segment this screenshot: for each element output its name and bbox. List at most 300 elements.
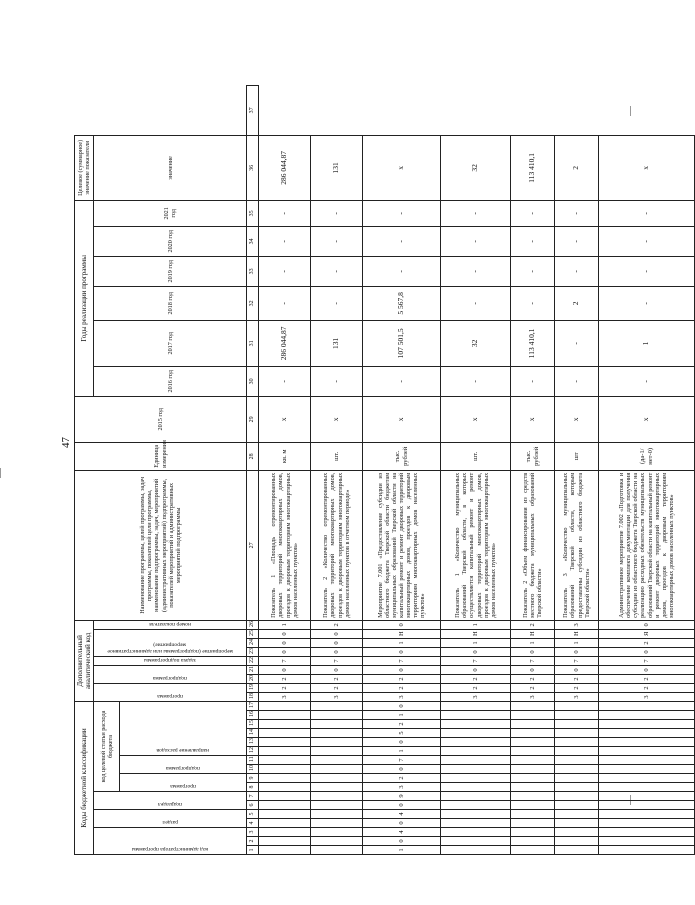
code-cell: 2 — [311, 620, 363, 629]
year-2016-header: 2016 год — [94, 366, 247, 396]
year-2021-cell: - — [311, 200, 363, 226]
target-value-cell: 113 410,1 — [511, 135, 555, 200]
code-cell — [441, 774, 511, 783]
code-cell — [511, 747, 555, 756]
code-cell: 2 — [363, 674, 441, 683]
code-cell — [259, 711, 311, 720]
code-cell: 1 — [363, 711, 441, 720]
table-row — [441, 86, 511, 855]
code-cell — [441, 792, 511, 801]
code-cell — [555, 783, 599, 792]
year-2021-cell: - — [441, 200, 511, 226]
code-cell: 0 — [511, 665, 555, 674]
table-row — [259, 86, 311, 855]
code-cell — [555, 747, 599, 756]
code-cell: 0 — [599, 665, 695, 674]
column-index-cell: 32 — [247, 286, 259, 320]
code-cell: 0 — [555, 647, 599, 656]
column-index-cell: 26 — [247, 620, 259, 629]
program-header: программа — [157, 692, 183, 699]
code-cell — [259, 765, 311, 774]
code-cell — [555, 819, 599, 828]
code-cell: 2 — [599, 683, 695, 692]
column-index-cell: 10 — [247, 765, 259, 774]
code-cell — [599, 711, 695, 720]
code-cell: 7 — [311, 656, 363, 665]
unit-cell: тыс. рублей — [363, 442, 441, 470]
code-cell — [599, 783, 695, 792]
target-value-cell: 32 — [441, 135, 511, 200]
year-2017-cell: 1 — [599, 320, 695, 366]
code-cell — [259, 756, 311, 765]
year-2020-header: 2020 год — [94, 226, 247, 256]
column-index-cell: 18 — [247, 692, 259, 701]
code-cell — [441, 819, 511, 828]
code-cell — [555, 792, 599, 801]
code-cell — [259, 828, 311, 837]
code-cell — [311, 711, 363, 720]
code-cell: 2 — [599, 638, 695, 647]
code-cell: 1 — [259, 620, 311, 629]
column-index-cell: 27 — [247, 470, 259, 620]
code-cell — [555, 846, 599, 855]
year-2020-cell: - — [599, 226, 695, 256]
code-cell: 0 — [363, 765, 441, 774]
column-index-cell: 31 — [247, 320, 259, 366]
code-cell: Я — [599, 629, 695, 638]
code-cell: 2 — [555, 683, 599, 692]
code-cell — [259, 701, 311, 710]
target-value-cell: 2 — [555, 135, 599, 200]
code-cell — [311, 738, 363, 747]
section-header: раздел — [162, 819, 178, 825]
column-index-cell: 11 — [247, 756, 259, 765]
column-index-cell: 13 — [247, 738, 259, 747]
code-cell — [259, 819, 311, 828]
code-cell: 0 — [363, 620, 441, 629]
year-2017-cell: 32 — [441, 320, 511, 366]
indicator-number-header: номер показателя — [149, 620, 191, 627]
year-2015-cell: х — [555, 396, 599, 442]
year-2018-cell: - — [599, 286, 695, 320]
rotated-table-sheet — [74, 85, 675, 855]
code-cell: 2 — [441, 683, 511, 692]
code-cell — [511, 711, 555, 720]
unit-cell: тыс. рублей — [511, 442, 555, 470]
code-cell — [599, 828, 695, 837]
column-index-cell: 37 — [247, 86, 259, 136]
code-cell — [441, 711, 511, 720]
year-2015-cell: х — [599, 396, 695, 442]
code-cell: 2 — [555, 674, 599, 683]
year-2015-cell: х — [311, 396, 363, 442]
code-cell — [511, 801, 555, 810]
code-cell: 3 — [259, 692, 311, 701]
edge-mark — [0, 468, 1, 478]
code-cell — [311, 819, 363, 828]
column-index-cell: 30 — [247, 366, 259, 396]
code-cell — [311, 792, 363, 801]
code-cell: 1 — [511, 638, 555, 647]
table-row — [311, 86, 363, 855]
code-cell: 0 — [363, 647, 441, 656]
code-cell — [259, 738, 311, 747]
year-2017-cell: - — [555, 320, 599, 366]
code-cell: 3 — [363, 783, 441, 792]
code-cell — [599, 738, 695, 747]
unit-cell: шт. — [441, 442, 511, 470]
code-cell — [511, 837, 555, 846]
year-2016-cell: - — [511, 366, 555, 396]
code-cell: 2 — [511, 620, 555, 629]
code-cell: 2 — [511, 683, 555, 692]
value-header: значение — [94, 135, 247, 200]
code-cell: 0 — [363, 801, 441, 810]
year-2018-cell: - — [441, 286, 511, 320]
code-cell — [311, 828, 363, 837]
code-cell — [311, 701, 363, 710]
column-index-cell: 14 — [247, 729, 259, 738]
code-cell — [441, 828, 511, 837]
program-table — [74, 85, 695, 855]
code-cell: 1 — [441, 620, 511, 629]
code-cell — [599, 801, 695, 810]
code-cell — [511, 765, 555, 774]
year-2015-cell: х — [441, 396, 511, 442]
program-code-header: программа — [170, 783, 197, 789]
column-index-cell: 3 — [247, 828, 259, 837]
column-index-cell: 19 — [247, 683, 259, 692]
direction-header: направление расходов — [156, 747, 210, 753]
code-cell — [511, 819, 555, 828]
column-index-cell: 6 — [247, 801, 259, 810]
code-cell: 0 — [311, 647, 363, 656]
column-index-cell: 8 — [247, 783, 259, 792]
code-cell: 0 — [511, 647, 555, 656]
code-cell — [311, 801, 363, 810]
year-2021-cell: - — [555, 200, 599, 226]
code-cell: 0 — [599, 620, 695, 629]
code-cell: 0 — [259, 647, 311, 656]
code-cell — [441, 720, 511, 729]
year-2016-cell: - — [441, 366, 511, 396]
task-header: задача подпрограммы — [144, 656, 197, 663]
code-cell — [599, 819, 695, 828]
year-2018-header: 2018 год — [94, 286, 247, 320]
column-index-cell: 33 — [247, 256, 259, 286]
measure-header: мероприятие (подпрограммы или административное мероприятие) — [107, 641, 233, 654]
year-2021-cell: - — [259, 200, 311, 226]
unit-cell: кв. м — [259, 442, 311, 470]
code-cell: 0 — [441, 665, 511, 674]
code-cell — [441, 701, 511, 710]
year-2019-cell: - — [555, 256, 599, 286]
year-2021-cell: - — [599, 200, 695, 226]
code-cell — [441, 783, 511, 792]
code-cell — [555, 828, 599, 837]
code-cell: 3 — [555, 620, 599, 629]
target-value-cell: х — [363, 135, 441, 200]
name-cell: Мероприятие 7.001 «Предоставление субсидии из областного бюджета Тверской области бюджетам муниципальных образований Тверской области на капитальный ремонт и ремонт дворовых территорий многоквартирных домов, проездов к дворовым территориям многоквартирных домов населенных пунктов» — [363, 470, 441, 620]
code-cell — [259, 774, 311, 783]
code-cell — [259, 783, 311, 792]
column-index-cell: 4 — [247, 819, 259, 828]
code-cell: 2 — [363, 720, 441, 729]
code-cell: 0 — [259, 665, 311, 674]
year-2019-cell: - — [511, 256, 555, 286]
code-cell: 0 — [363, 738, 441, 747]
code-cell: 3 — [311, 692, 363, 701]
code-cell — [599, 729, 695, 738]
admin-code-header: код администратора программы — [132, 846, 209, 852]
code-cell — [441, 738, 511, 747]
code-cell — [511, 846, 555, 855]
year-2021-header: 2021 год — [94, 200, 247, 226]
unit-header: Единица измерения — [75, 442, 247, 470]
name-cell: Показатель 1 «Количество муниципальных образований Тверской области, в которых осуществляется капитальный ремонт и ремонт дворовых территорий многоквартирных домов, проездов к дворовым территориям многоквартирных домов населенных пунктов» — [441, 470, 511, 620]
target-value-cell: х — [599, 135, 695, 200]
code-cell — [311, 756, 363, 765]
code-cell: Н — [511, 629, 555, 638]
code-cell — [599, 810, 695, 819]
code-cell: 3 — [599, 692, 695, 701]
column-index-cell: 17 — [247, 701, 259, 710]
target-header: Целевое (суммарное) значение показателя — [75, 135, 94, 200]
code-cell — [511, 729, 555, 738]
year-2016-cell: - — [363, 366, 441, 396]
code-cell — [441, 846, 511, 855]
name-cell: Показатель 1 «Площадь отремонтированных дворовых территорий многоквартирных домов, проездов к дворовым территориям многоквартирных домов населенных пунктов» — [259, 470, 311, 620]
code-cell — [599, 846, 695, 855]
year-2019-header: 2019 год — [94, 256, 247, 286]
code-cell: 0 — [363, 701, 441, 710]
code-cell — [259, 720, 311, 729]
unit-cell: (да-1/нет-0) — [599, 442, 695, 470]
code-cell: 0 — [599, 647, 695, 656]
target-article-header: код целевой статьи расхода бюджета — [94, 701, 120, 791]
year-2018-cell: - — [511, 286, 555, 320]
code-cell: 4 — [363, 810, 441, 819]
code-cell: 7 — [259, 656, 311, 665]
name-cell: Показатель 3 «Количество муниципальных образований Тверской области, которым предоставлены субсидии из областного бюджета Тверской области» — [555, 470, 599, 620]
column-index-cell: 12 — [247, 747, 259, 756]
code-cell: 7 — [599, 656, 695, 665]
code-cell: 2 — [259, 674, 311, 683]
year-2018-cell: 2 — [555, 286, 599, 320]
code-cell — [555, 765, 599, 774]
column-index-cell: 20 — [247, 674, 259, 683]
code-cell: 1 — [441, 638, 511, 647]
code-cell — [555, 756, 599, 765]
code-cell — [599, 765, 695, 774]
code-cell: 0 — [259, 629, 311, 638]
year-2021-cell: - — [363, 200, 441, 226]
target-value-cell: 131 — [311, 135, 363, 200]
code-cell: 0 — [363, 665, 441, 674]
year-2015-header: 2015 год — [75, 396, 247, 442]
code-cell — [259, 810, 311, 819]
year-2015-cell: х — [363, 396, 441, 442]
code-cell — [555, 837, 599, 846]
code-cell — [441, 810, 511, 819]
code-cell — [555, 729, 599, 738]
year-2019-cell: - — [259, 256, 311, 286]
code-cell — [511, 720, 555, 729]
code-cell: 7 — [555, 656, 599, 665]
code-cell — [311, 774, 363, 783]
code-cell — [511, 783, 555, 792]
code-cell — [555, 701, 599, 710]
code-cell — [311, 846, 363, 855]
code-cell — [259, 801, 311, 810]
code-cell: 2 — [311, 674, 363, 683]
code-cell — [441, 837, 511, 846]
year-2015-cell: х — [511, 396, 555, 442]
code-cell: 3 — [441, 692, 511, 701]
name-cell: Показатель 2 «Объем финансирования из средств местного бюджета муниципальных образований Тверской области» — [511, 470, 555, 620]
budget-codes-header: Коды бюджетной классификации — [75, 701, 94, 854]
table-row — [363, 86, 441, 855]
code-cell — [599, 792, 695, 801]
column-index-cell: 16 — [247, 711, 259, 720]
name-cell: Показатель 2 «Количество отремонтированных дворовых территорий многоквартирных домов, проездов к дворовым территориям многоквартирных домов населенных пунктов в отчетном периоде» — [311, 470, 363, 620]
code-cell: 0 — [259, 638, 311, 647]
page-number: 47 — [60, 437, 72, 448]
code-cell: 2 — [311, 683, 363, 692]
code-cell: Н — [441, 629, 511, 638]
code-cell — [555, 720, 599, 729]
code-cell: 3 — [511, 692, 555, 701]
code-cell — [599, 756, 695, 765]
code-cell — [441, 801, 511, 810]
column-index-cell: 25 — [247, 629, 259, 638]
year-2017-cell: 113 410,1 — [511, 320, 555, 366]
code-cell — [441, 729, 511, 738]
column-index-cell: 7 — [247, 792, 259, 801]
name-cell: Административное мероприятие 7.002 «Подготовка и обеспечение комплекта документации для получения субсидии из областного бюджета Тверской области на реализацию расходных обязательств муниципальных образований Тверской области на капитальный ремонт и ремонт дворовых территорий многоквартирных домов, проездов к дворовым территориям многоквартирных домов населенных пунктов» — [599, 470, 695, 620]
year-2020-cell: - — [363, 226, 441, 256]
code-cell — [599, 837, 695, 846]
year-2020-cell: - — [259, 226, 311, 256]
table-row — [511, 86, 555, 855]
column-index-row — [247, 86, 259, 855]
code-cell: 5 — [363, 729, 441, 738]
code-cell: 7 — [363, 756, 441, 765]
code-cell — [259, 846, 311, 855]
year-2020-cell: - — [511, 226, 555, 256]
code-cell: 0 — [363, 819, 441, 828]
year-2015-cell: х — [259, 396, 311, 442]
code-cell — [599, 720, 695, 729]
code-cell: Н — [363, 629, 441, 638]
year-2016-cell: - — [555, 366, 599, 396]
column-index-cell: 22 — [247, 656, 259, 665]
code-cell — [441, 747, 511, 756]
code-cell: 9 — [363, 792, 441, 801]
column-index-cell: 21 — [247, 665, 259, 674]
code-cell: 0 — [441, 647, 511, 656]
code-cell — [259, 837, 311, 846]
code-cell — [441, 756, 511, 765]
code-cell: 2 — [363, 683, 441, 692]
year-2016-cell: - — [311, 366, 363, 396]
column-index-cell: 2 — [247, 837, 259, 846]
code-cell — [311, 810, 363, 819]
code-cell — [511, 738, 555, 747]
code-cell: 2 — [363, 774, 441, 783]
code-cell — [555, 738, 599, 747]
code-cell: 0 — [311, 638, 363, 647]
analytic-code-header: Дополнительный аналитический код — [75, 620, 94, 701]
year-2019-cell: - — [311, 256, 363, 286]
code-cell — [311, 747, 363, 756]
column-index-cell: 5 — [247, 810, 259, 819]
code-cell: 4 — [363, 828, 441, 837]
code-cell: 7 — [441, 656, 511, 665]
code-cell — [259, 792, 311, 801]
code-cell: 1 — [363, 638, 441, 647]
column-index-cell: 23 — [247, 647, 259, 656]
column-index-cell: 29 — [247, 396, 259, 442]
code-cell: 2 — [259, 683, 311, 692]
subprogram-header: подпрограмма — [153, 674, 188, 681]
code-cell — [259, 729, 311, 738]
code-cell — [511, 701, 555, 710]
code-cell — [259, 747, 311, 756]
code-cell — [555, 711, 599, 720]
year-2017-header: 2017 год — [94, 320, 247, 366]
code-cell — [511, 774, 555, 783]
column-index-cell: 24 — [247, 638, 259, 647]
code-cell — [599, 747, 695, 756]
column-index-cell: 28 — [247, 442, 259, 470]
unit-cell: шт. — [311, 442, 363, 470]
year-2017-cell: 107 501,5 — [363, 320, 441, 366]
column-index-cell: 9 — [247, 774, 259, 783]
code-cell: 7 — [363, 656, 441, 665]
years-realization-header: Годы реализации программы — [75, 200, 94, 396]
code-cell: 1 — [363, 747, 441, 756]
column-index-cell: 1 — [247, 846, 259, 855]
target-value-cell: 286 044,87 — [259, 135, 311, 200]
code-cell — [311, 729, 363, 738]
code-cell — [311, 783, 363, 792]
code-cell — [511, 810, 555, 819]
code-cell: 7 — [511, 656, 555, 665]
table-row — [599, 86, 695, 855]
code-cell — [555, 774, 599, 783]
year-2019-cell: - — [441, 256, 511, 286]
subprogram-code-header: подпрограмма — [166, 765, 201, 771]
code-cell — [311, 720, 363, 729]
column-index-cell: 34 — [247, 226, 259, 256]
code-cell: 3 — [363, 692, 441, 701]
column-index-cell: 35 — [247, 200, 259, 226]
column-index-cell: 36 — [247, 135, 259, 200]
table-row — [555, 86, 599, 855]
code-cell — [311, 837, 363, 846]
year-2020-cell: - — [441, 226, 511, 256]
code-cell — [311, 765, 363, 774]
year-2021-cell: - — [511, 200, 555, 226]
subsection-header: подраздел — [158, 801, 183, 807]
year-2017-cell: 131 — [311, 320, 363, 366]
code-cell: 2 — [511, 674, 555, 683]
column-index-cell: 15 — [247, 720, 259, 729]
year-2020-cell: - — [311, 226, 363, 256]
code-cell: 0 — [555, 665, 599, 674]
year-2017-cell: 286 044,87 — [259, 320, 311, 366]
